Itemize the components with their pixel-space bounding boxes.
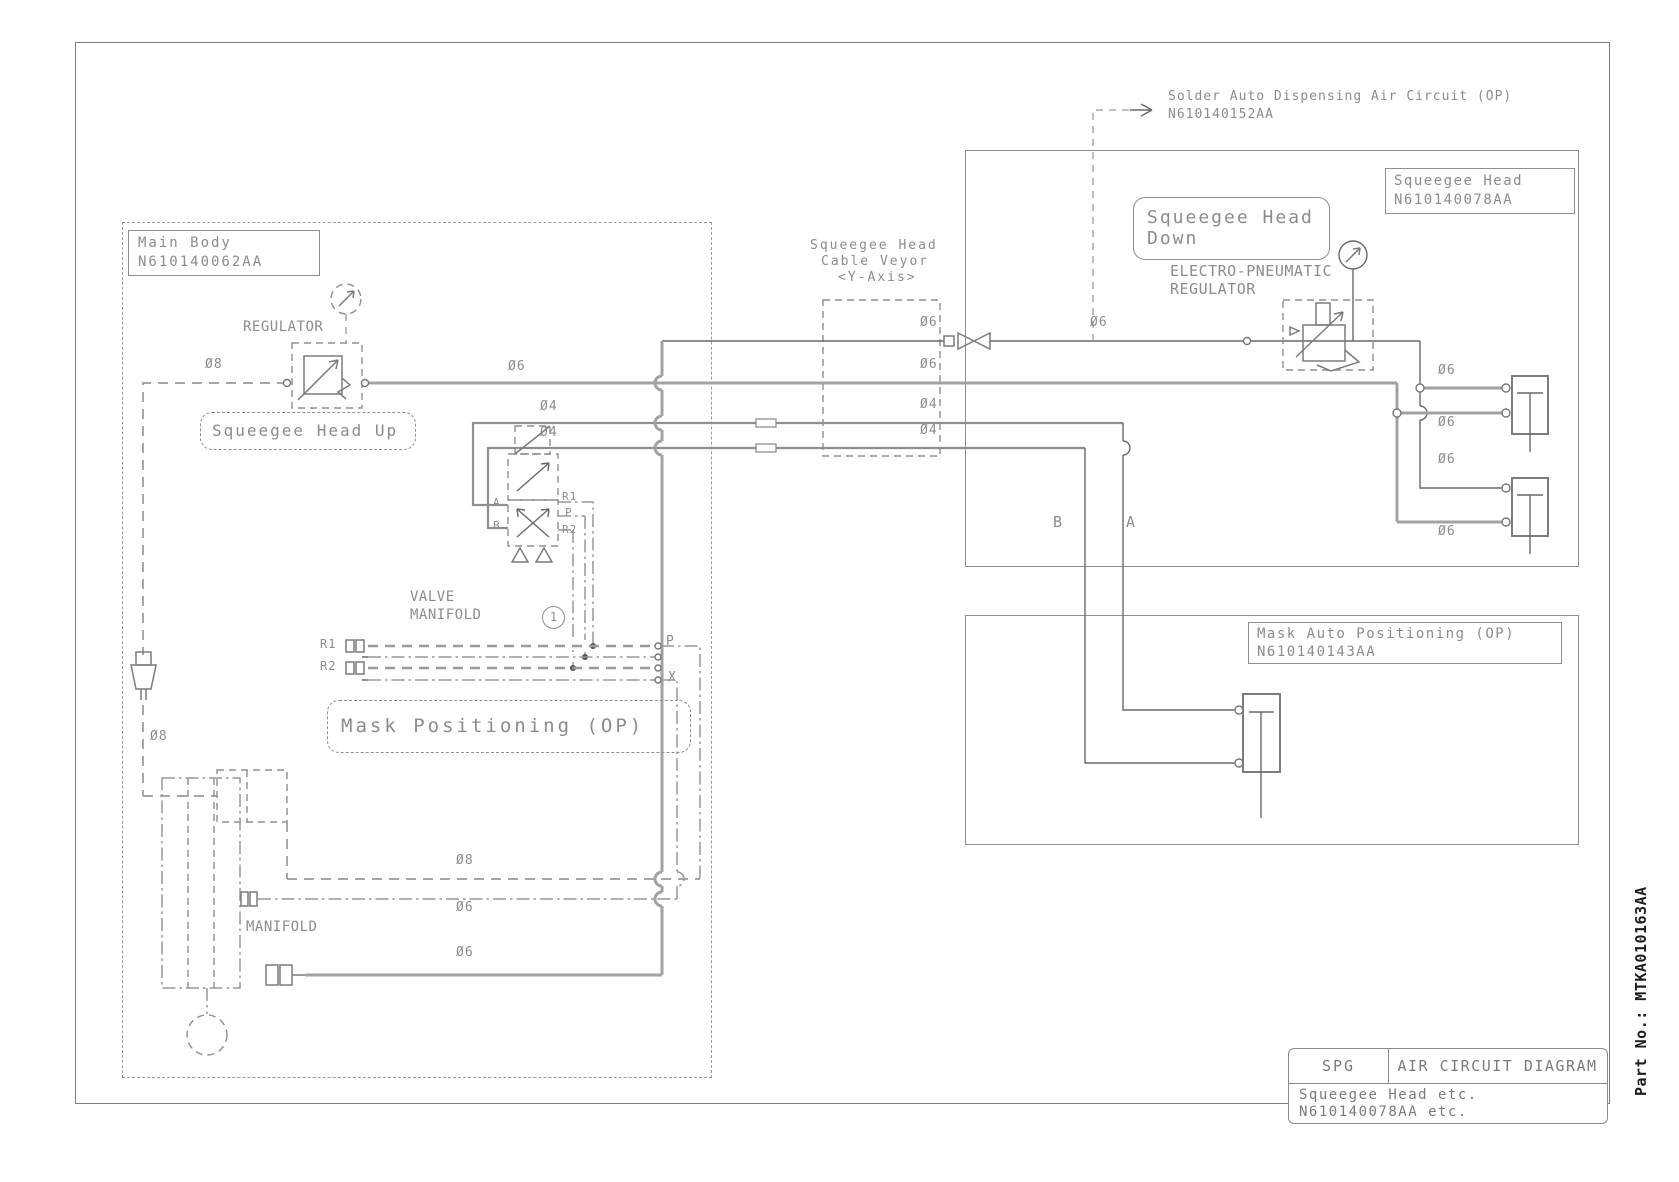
check-valve-icon [958,333,990,349]
solder-branch-part-no: N610140152AA [1168,107,1274,122]
valve-manifold-label-2: MANIFOLD [410,607,482,623]
cable-veyor-caption-3: <Y-Axis> [838,270,917,285]
valve-manifold-label-1: VALVE [410,589,455,605]
pipe-label: Ø6 [456,900,474,915]
manifold-port-r1: R1 [320,637,337,651]
mask-auto-part-no: N610140143AA [1257,644,1377,660]
valve-port-r1: R1 [562,490,578,503]
main-body-title: Main Body [138,235,232,251]
exhaust-icon [512,548,552,562]
fitting-icon [266,965,278,985]
valve-port-b: B [493,519,501,532]
squeegee-head-part-no: N610140078AA [1394,192,1514,208]
pipe-label: Ø6 [1090,315,1108,330]
valve-port-r2: R2 [562,523,578,536]
mask-auto-label-box [1248,622,1562,664]
mask-positioning-label: Mask Positioning (OP) [341,714,645,737]
title-block-spg: SPG [1321,1057,1356,1075]
line-b-label: B [1053,513,1064,531]
pipe-label: Ø6 [920,357,938,372]
ep-regulator-label-1: ELECTRO-PNEUMATIC [1170,262,1333,280]
pipe-label: Ø8 [456,853,474,868]
manifold-port-r2: R2 [320,659,337,673]
air-source-icon [187,1015,227,1055]
squeegee-head-label-box [1385,168,1575,214]
cable-veyor-caption-1: Squeegee Head [810,238,938,253]
valve-port-a: A [493,496,501,509]
manifold-port-x: X [668,670,677,685]
ep-regulator-box [1283,300,1373,370]
title-block-sub1: Squeegee Head etc. [1299,1087,1478,1103]
hose-sleeve-icon [756,444,776,452]
pipe-label: Ø6 [508,359,526,374]
main-body-label-box [128,230,320,276]
title-block-title: AIR CIRCUIT DIAGRAM [1397,1057,1598,1075]
regulator-box [292,343,362,408]
title-block-divider [1289,1083,1607,1084]
mask-auto-title: Mask Auto Positioning (OP) [1257,626,1516,642]
main-body-part-no: N610140062AA [138,254,264,270]
cable-veyor-caption-2: Cable Veyor [821,254,930,269]
valve-port-p: P [565,506,573,519]
pipe-label: Ø6 [1438,524,1456,539]
title-block-sub2: N610140078AA etc. [1299,1104,1468,1120]
line-a-label: A [1126,513,1137,531]
squeegee-head-down-box [1133,197,1330,260]
title-block [1288,1048,1608,1124]
pipe-label: Ø4 [920,423,938,438]
pipe-label: Ø6 [1438,363,1456,378]
hose-sleeve-icon [756,419,776,427]
pipe-label: Ø4 [920,397,938,412]
solder-branch-note: Solder Auto Dispensing Air Circuit (OP) [1168,89,1513,104]
squeegee-head-title: Squeegee Head [1394,173,1524,189]
manifold-label: MANIFOLD [246,919,318,935]
mask-positioning-box [327,700,691,753]
regulator-label: REGULATOR [243,319,324,335]
squeegee-head-up-label: Squeegee Head Up [212,420,399,440]
pipe-label: Ø6 [1438,415,1456,430]
manifold-port-p: P [666,634,675,649]
arrow-icon [1130,104,1152,116]
sheet-part-no: Part No.: MTKA010163AA [1632,886,1650,1096]
ep-regulator-label-2: REGULATOR [1170,280,1256,298]
pipe-label: Ø6 [920,315,938,330]
manifold-box [162,778,240,988]
pipe-label: Ø6 [456,945,474,960]
valve-number-badge: 1 [542,606,565,629]
pipe-label: Ø8 [150,729,168,744]
squeegee-head-up-box [200,412,416,450]
pipe-label: Ø6 [1438,452,1456,467]
squeegee-head-down-label-2: Down [1147,227,1199,249]
pipe-label: Ø8 [205,357,223,372]
pipe-label: Ø4 [540,425,558,440]
pipe-label: Ø4 [540,399,558,414]
squeegee-head-down-label-1: Squeegee Head [1147,206,1314,228]
